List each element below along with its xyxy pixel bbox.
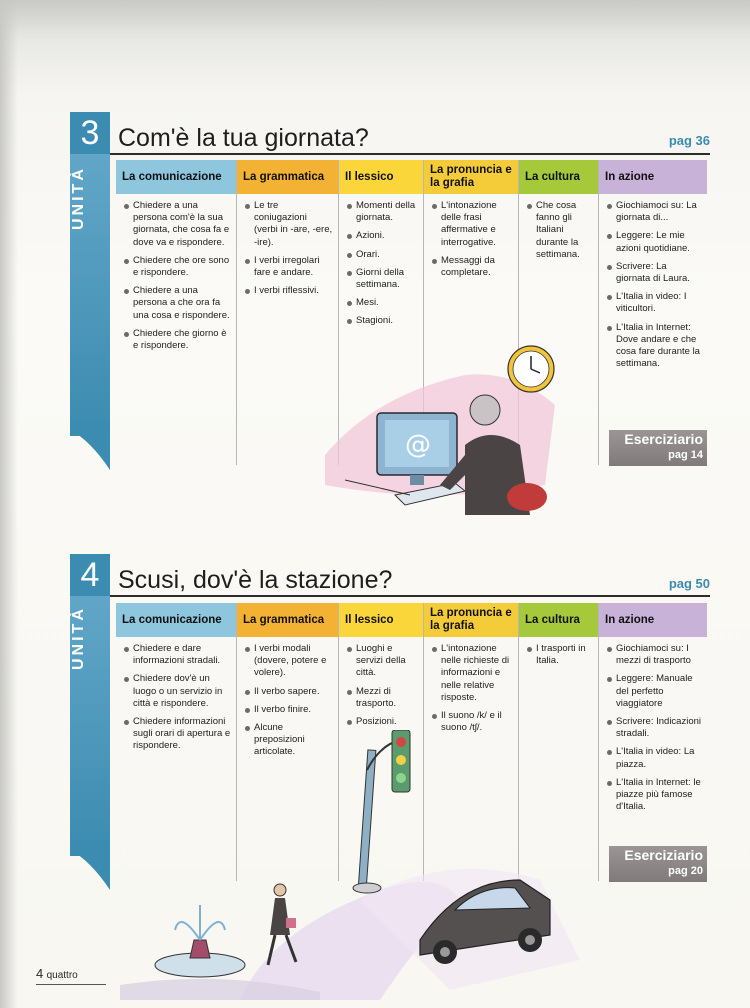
list-item: L'intonazione delle frasi affermative e interrogative. xyxy=(432,200,513,249)
eserciziario-title: Eserciziario xyxy=(624,431,703,447)
list-item: I verbi riflessivi. xyxy=(245,285,333,297)
list-item: Mezzi di trasporto. xyxy=(347,686,418,710)
unit-title: Scusi, dov'è la stazione? xyxy=(118,566,393,594)
list-item: Il verbo sapere. xyxy=(245,686,333,698)
list-item: Chiedere a una persona a che ora fa una cosa e rispondere. xyxy=(124,285,231,322)
title-rule xyxy=(110,153,710,155)
column-body xyxy=(339,194,423,328)
eserciziario-title: Eserciziario xyxy=(624,847,703,863)
column-azione xyxy=(599,603,707,881)
list-item: Chiedere che ore sono e rispondere. xyxy=(124,255,231,279)
clock-icon xyxy=(505,343,557,395)
list-item: Momenti della giornata. xyxy=(347,200,418,224)
list-item: Messaggi da completare. xyxy=(432,255,513,279)
list-item: Chiedere dov'è un luogo o un servizio in città e rispondere. xyxy=(124,673,231,710)
list-item: L'Italia in Internet: Dove andare e che cosa fare durante la settimana. xyxy=(607,322,702,371)
list-item: Stagioni. xyxy=(347,315,418,327)
eserciziario-page: pag 20 xyxy=(668,865,703,877)
list-item: Giochiamoci su: La giornata di... xyxy=(607,200,702,224)
list-item: L'Italia in video: I viticultori. xyxy=(607,291,702,315)
list-item: Giorni della settimana. xyxy=(347,267,418,291)
page-footer xyxy=(36,966,78,981)
list-item: Chiedere che giorno è e rispondere. xyxy=(124,328,231,352)
unit-4-band-curve xyxy=(70,840,120,890)
list-item: Azioni. xyxy=(347,230,418,242)
list-item: Le tre coniugazioni (verbi in -are, -ere, -ire). xyxy=(245,200,333,249)
column-header: La pronuncia e la grafia xyxy=(424,160,518,194)
list-item: Chiedere informazioni sugli orari di apertura e rispondere. xyxy=(124,716,231,753)
unit-label: UNITÀ xyxy=(70,166,87,230)
column-header: La cultura xyxy=(519,160,598,194)
list-item: Posizioni. xyxy=(347,716,418,728)
column-body xyxy=(599,637,707,813)
list-item: Che cosa fanno gli Italiani durante la settimana. xyxy=(527,200,593,261)
list-item: Mesi. xyxy=(347,297,418,309)
page-number: 4 xyxy=(36,966,44,981)
unit-3-band-curve xyxy=(70,420,120,470)
unit-number: 3 xyxy=(70,112,110,154)
list-item: L'intonazione nelle richieste di informazioni e nelle relative risposte. xyxy=(432,643,513,704)
column-header: La cultura xyxy=(519,603,598,637)
list-item: I verbi modali (dovere, potere e volere). xyxy=(245,643,333,680)
list-item: L'Italia in Internet: le piazze più famose d'Italia. xyxy=(607,777,702,814)
list-item: Scrivere: La giornata di Laura. xyxy=(607,261,702,285)
column-header: In azione xyxy=(599,603,707,637)
street-scene-illustration xyxy=(120,730,590,1000)
column-body xyxy=(339,637,423,728)
column-body xyxy=(116,194,236,352)
list-item: Il verbo finire. xyxy=(245,704,333,716)
unit-page-ref: pag 50 xyxy=(668,576,710,591)
column-header: La pronuncia e la grafia xyxy=(424,603,518,637)
column-body xyxy=(424,194,518,279)
list-item: Il suono /k/ e il suono /tʃ/. xyxy=(432,710,513,734)
column-body xyxy=(519,637,598,667)
column-body xyxy=(237,194,338,297)
column-header: La comunicazione xyxy=(116,603,236,637)
column-header: La comunicazione xyxy=(116,160,236,194)
eserciziario-badge xyxy=(609,430,707,466)
unit-page-ref: pag 36 xyxy=(668,133,710,148)
column-comunicazione xyxy=(116,160,237,465)
list-item: Leggere: Manuale del perfetto viaggiatore xyxy=(607,673,702,710)
footer-rule xyxy=(36,984,106,985)
list-item: Orari. xyxy=(347,249,418,261)
list-item: L'Italia in video: La piazza. xyxy=(607,746,702,770)
page-gutter-shadow xyxy=(0,0,18,1008)
list-item: I verbi irregolari fare e andare. xyxy=(245,255,333,279)
column-header: In azione xyxy=(599,160,707,194)
list-item: Scrivere: Indicazioni stradali. xyxy=(607,716,702,740)
page-number-word: quattro xyxy=(46,970,78,981)
column-header: La grammatica xyxy=(237,160,338,194)
unit-number: 4 xyxy=(70,554,110,596)
svg-text:@: @ xyxy=(405,430,431,460)
list-item: Chiedere e dare informazioni stradali. xyxy=(124,643,231,667)
unit-title: Com'è la tua giornata? xyxy=(118,124,369,152)
eserciziario-badge xyxy=(609,846,707,882)
column-header: Il lessico xyxy=(339,160,423,194)
column-header: Il lessico xyxy=(339,603,423,637)
list-item: Leggere: Le mie azioni quotidiane. xyxy=(607,230,702,254)
list-item: Luoghi e servizi della città. xyxy=(347,643,418,680)
list-item: Alcune preposizioni articolate. xyxy=(245,722,333,759)
list-item: I trasporti in Italia. xyxy=(527,643,593,667)
column-header: La grammatica xyxy=(237,603,338,637)
column-body xyxy=(424,637,518,734)
column-body xyxy=(599,194,707,370)
unit-label: UNITÀ xyxy=(70,606,87,670)
eserciziario-page: pag 14 xyxy=(668,449,703,461)
column-azione xyxy=(599,160,707,465)
title-rule xyxy=(110,595,710,597)
column-body xyxy=(519,194,598,261)
list-item: Giochiamoci su: I mezzi di trasporto xyxy=(607,643,702,667)
list-item: Chiedere a una persona com'è la sua giornata, che cosa fa e dove va e rispondere. xyxy=(124,200,231,249)
